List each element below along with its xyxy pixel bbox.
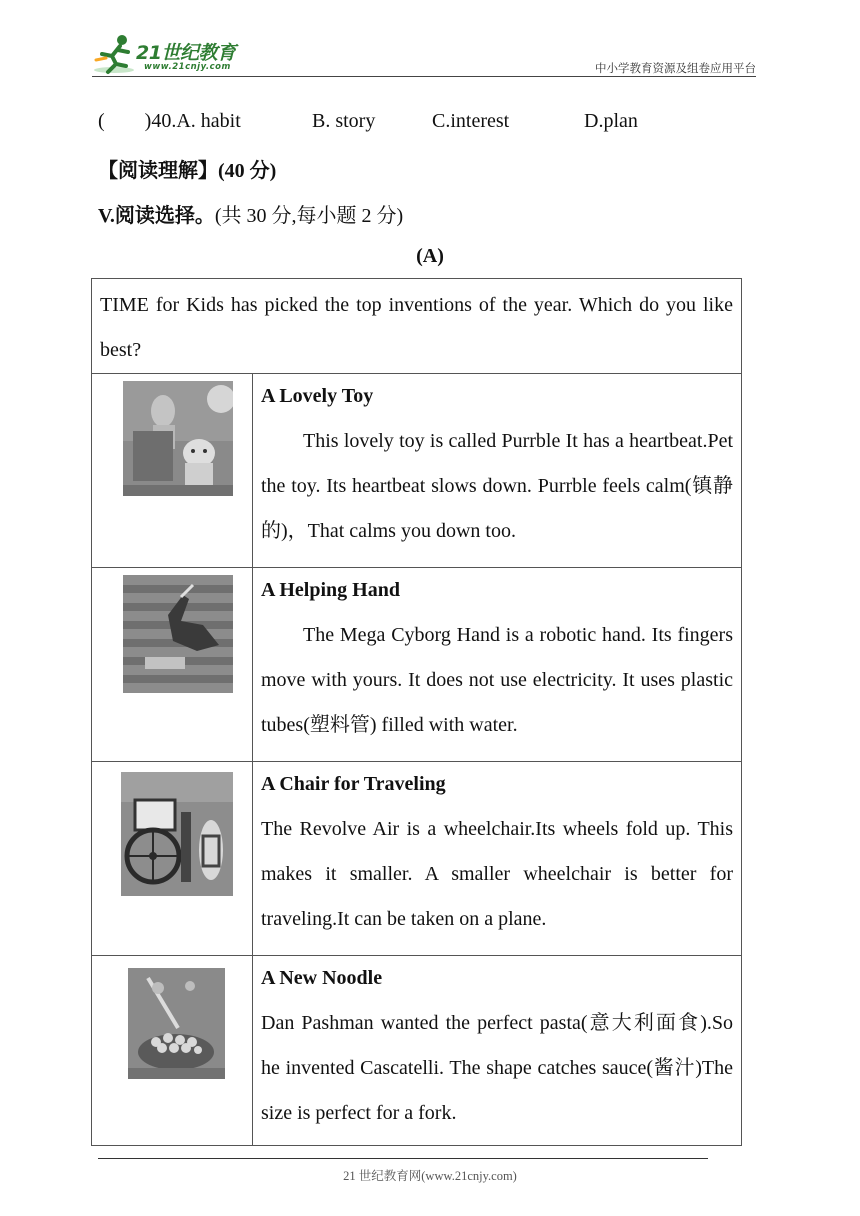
item-body: This lovely toy is called Purrble It has a heartbeat.Pet the toy. Its heartbeat slows down. Purrble feels calm(镇静的)，That calms you down too. — [261, 430, 733, 542]
image-cell — [92, 956, 253, 1146]
image-cell — [92, 568, 253, 762]
passage-label: (A) — [416, 245, 444, 267]
option-d: D.plan — [584, 110, 638, 132]
option-c: C.interest — [432, 110, 510, 132]
pasta-image — [128, 968, 225, 1079]
item-text-cell — [253, 956, 742, 1146]
section-heading: 【阅读理解】(40 分) — [98, 160, 277, 182]
header-divider — [92, 76, 756, 77]
item-text-cell — [253, 568, 742, 762]
robotic-hand-image — [123, 575, 233, 693]
item-text-cell — [253, 374, 742, 568]
table-row — [92, 762, 742, 956]
intro-row — [92, 279, 742, 374]
logo-title: 21世纪教育 — [136, 42, 236, 64]
table-row — [92, 568, 742, 762]
question-number-option-a: )40.A. habit — [144, 110, 241, 132]
image-cell — [92, 374, 253, 568]
wheelchair-image — [121, 772, 233, 896]
option-b: B. story — [312, 110, 376, 132]
page-header — [92, 30, 756, 78]
section-v-heading — [98, 199, 403, 228]
toy-image — [123, 381, 233, 496]
site-logo — [92, 30, 262, 78]
table-row — [92, 956, 742, 1146]
item-text-cell — [253, 762, 742, 956]
footer-divider — [98, 1158, 708, 1159]
page-footer: 21 世纪教育网(www.21cnjy.com) — [343, 1169, 517, 1183]
logo-url: www.21cnjy.com — [144, 62, 231, 72]
inventions-table — [91, 278, 742, 1146]
runner-logo-icon — [92, 32, 140, 76]
item-title: A Lovely Toy — [261, 385, 374, 407]
question-40 — [98, 110, 241, 133]
table-row — [92, 374, 742, 568]
item-title: A New Noodle — [261, 967, 383, 989]
platform-name: 中小学教育资源及组卷应用平台 — [595, 61, 756, 75]
intro-text: TIME for Kids has picked the top inventions of the year. Which do you like best? — [92, 279, 742, 374]
item-title: A Chair for Traveling — [261, 773, 446, 795]
section-v-note: (共 30 分,每小题 2 分) — [214, 205, 404, 227]
item-body: The Revolve Air is a wheelchair.Its wheels fold up. This makes it smaller. A smaller wheelchair is better for traveling.It can be taken on a plane. — [261, 818, 733, 930]
section-v-label: V.阅读选择。 — [98, 205, 215, 227]
image-cell — [92, 762, 253, 956]
item-body: The Mega Cyborg Hand is a robotic hand. Its fingers move with yours. It does not use electricity. It uses plastic tubes(塑料管) filled with water. — [261, 624, 733, 736]
answer-paren: ( — [98, 110, 105, 132]
item-title: A Helping Hand — [261, 579, 400, 601]
item-body: Dan Pashman wanted the perfect pasta(意大利面食).So he invented Cascatelli. The shape catches sauce(酱汁)The size is perfect for a fork. — [261, 1012, 733, 1124]
